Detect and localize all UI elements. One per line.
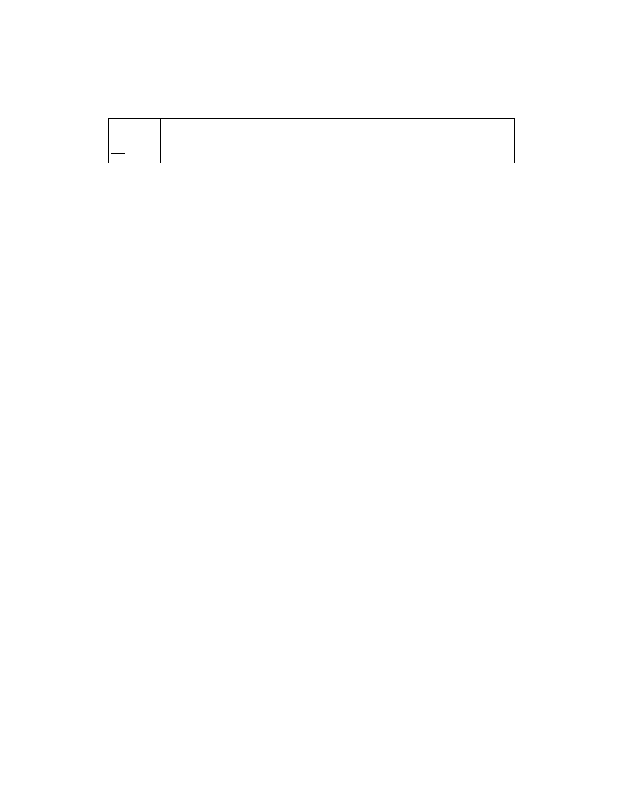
field-parameter-table-container (108, 118, 514, 163)
company-logo (109, 119, 161, 164)
table-heading (161, 119, 515, 164)
logo-mark-icon (111, 153, 125, 154)
field-parameter-table (108, 118, 515, 163)
